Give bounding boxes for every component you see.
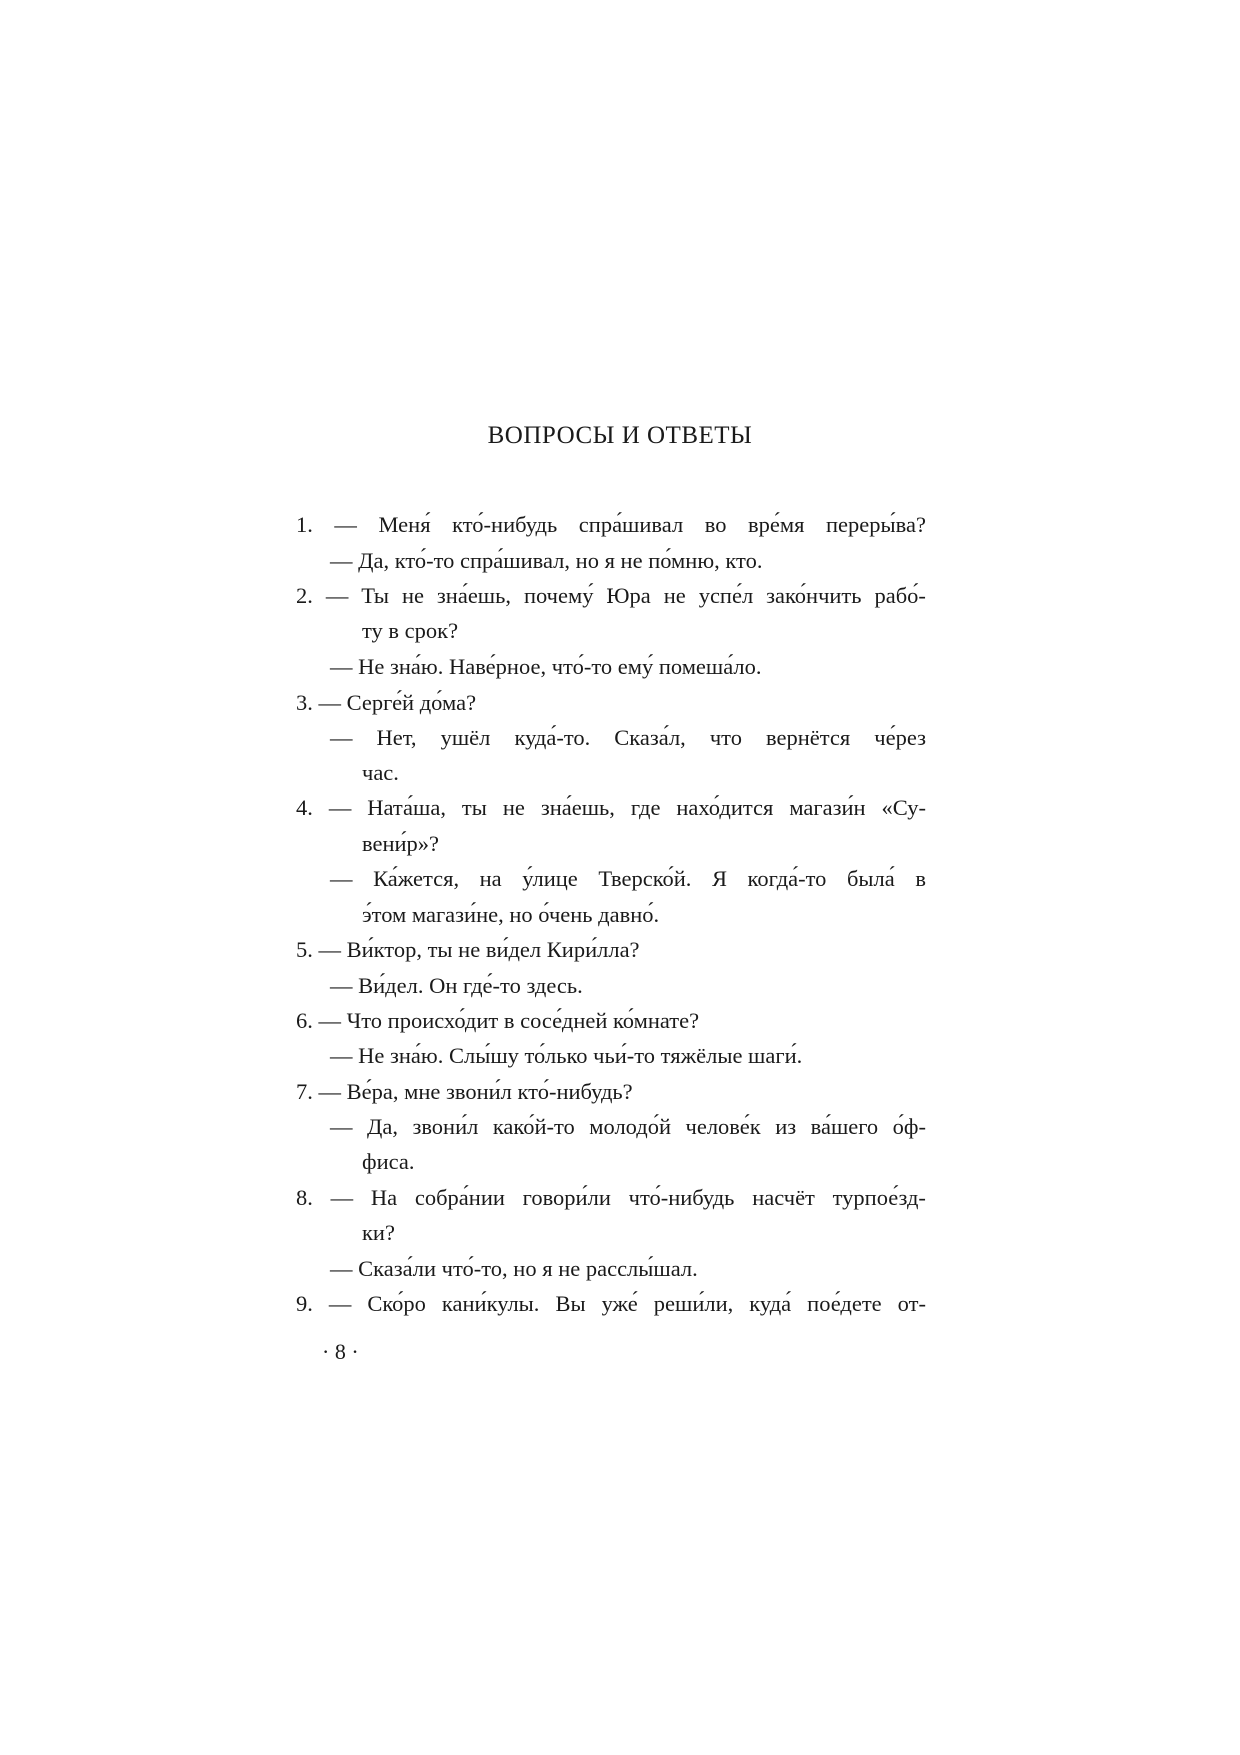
text-line: 2. — Ты не зна́ешь, почему́ Юра не успе́л зако́нчить рабо́- — [296, 583, 926, 608]
page-title: ВОПРОСЫ И ОТВЕТЫ — [487, 422, 753, 449]
text-line: фиса. — [362, 1149, 415, 1174]
text-line: 3. — Серге́й до́ма? — [296, 690, 477, 715]
text-line: — Не зна́ю. Слы́шу то́лько чьи́-то тяжёлые шаги́. — [330, 1043, 803, 1068]
text-line: э́том магази́не, но о́чень давно́. — [362, 902, 660, 927]
text-line: 6. — Что происхо́дит в сосе́дней ко́мнате? — [296, 1008, 700, 1033]
text-line: — Да, звони́л како́й-то молодо́й челове́к из ва́шего о́ф- — [330, 1114, 926, 1139]
text-line: 8. — На собра́нии говори́ли что́-нибудь насчёт турпое́зд- — [296, 1185, 926, 1210]
text-line: 5. — Ви́ктор, ты не ви́дел Кири́лла? — [296, 937, 640, 962]
text-line: — Ка́жется, на у́лице Тверско́й. Я когда́-то была́ в — [330, 866, 926, 891]
text-line: 1. — Меня́ кто́-нибудь спра́шивал во вре́мя переры́ва? — [296, 512, 926, 537]
text-line: ту в срок? — [362, 618, 459, 643]
text-line: — Да, кто́-то спра́шивал, но я не по́мню, кто. — [330, 548, 763, 573]
text-line: час. — [362, 760, 399, 785]
page-number: · 8 · — [322, 1339, 359, 1364]
text-line: — Ви́дел. Он где́-то здесь. — [330, 973, 583, 998]
text-line: — Сказа́ли что́-то, но я не расслы́шал. — [330, 1256, 698, 1281]
text-line: — Не зна́ю. Наве́рное, что́-то ему́ помеша́ло. — [330, 654, 762, 679]
text-line: 9. — Ско́ро кани́кулы. Вы уже́ реши́ли, куда́ пое́дете от- — [296, 1291, 926, 1316]
text-line: 7. — Ве́ра, мне звони́л кто́-нибудь? — [296, 1079, 633, 1104]
text-line: ки? — [362, 1220, 395, 1245]
text-line: вени́р»? — [362, 831, 440, 856]
text-line: 4. — Ната́ша, ты не зна́ешь, где нахо́дится магази́н «Су- — [296, 795, 926, 820]
text-line: — Нет, ушёл куда́-то. Сказа́л, что вернётся че́рез — [330, 725, 926, 750]
